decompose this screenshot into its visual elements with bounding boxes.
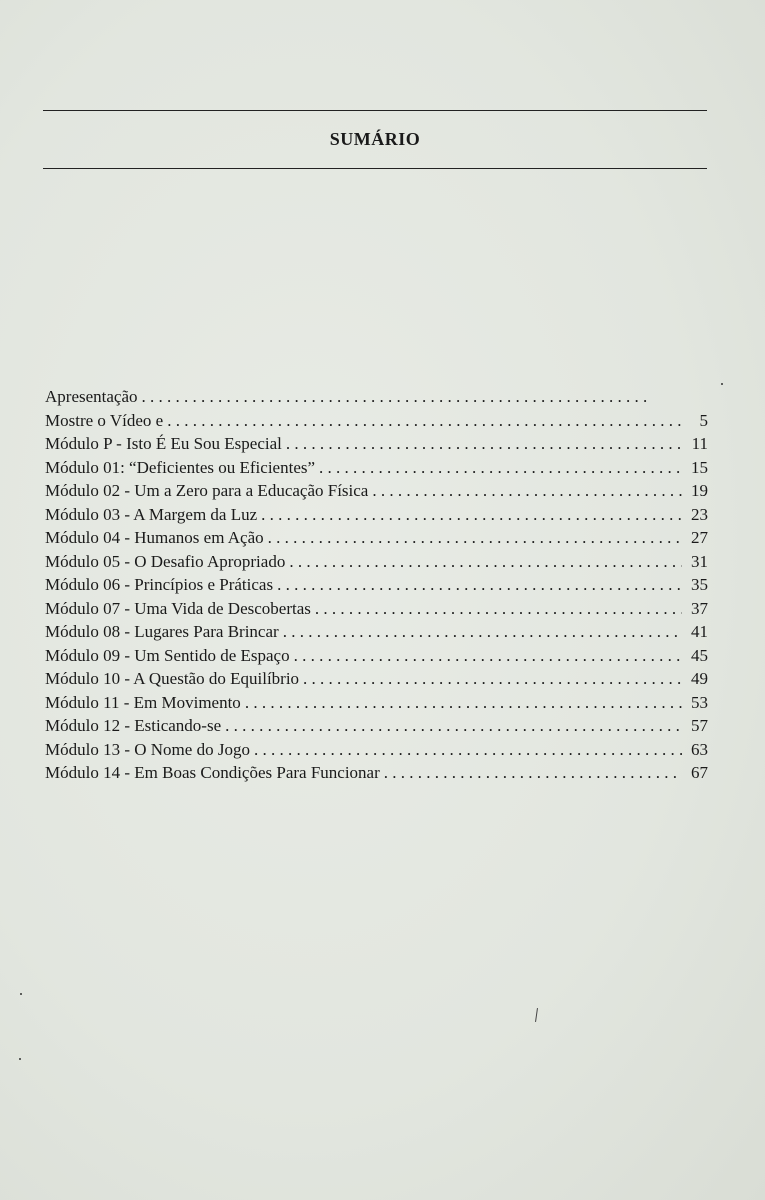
toc-entry-page: 67	[691, 763, 708, 782]
toc-dot-leader	[319, 456, 682, 480]
toc-entry-label: Módulo 03 - A Margem da Luz	[45, 504, 258, 524]
toc-dot-leader	[283, 620, 682, 644]
toc-entry	[45, 479, 708, 503]
toc-entry-label: Módulo 07 - Uma Vida de Descobertas	[45, 598, 311, 618]
toc-dot-leader	[261, 503, 682, 527]
toc-entry-page: 31	[691, 551, 708, 571]
toc-entry-page: 19	[691, 481, 708, 500]
toc-entry-page: 63	[691, 739, 708, 759]
toc-entry-label: Módulo 04 - Humanos em Ação	[45, 528, 264, 547]
toc-entry	[45, 738, 708, 762]
toc-dot-leader	[277, 573, 682, 597]
toc-entry-page: 45	[691, 645, 708, 665]
toc-entry	[45, 691, 708, 715]
toc-entry-page: 53	[691, 692, 708, 712]
toc-dot-leader	[254, 738, 682, 762]
page-title: SUMÁRIO	[329, 129, 421, 149]
toc-dot-leader	[372, 479, 682, 503]
toc-entry	[45, 573, 708, 597]
toc-entry	[45, 526, 708, 550]
toc-entry	[45, 432, 708, 456]
toc-entry	[45, 550, 708, 574]
toc-dot-leader	[286, 432, 682, 456]
toc-entry	[45, 456, 708, 480]
toc-entry-page: 15	[691, 457, 708, 477]
toc-entry	[45, 503, 708, 527]
paper-mark	[535, 1008, 538, 1022]
toc-entry-page: 57	[691, 716, 708, 735]
toc-entry-label: Módulo 06 - Princípios e Práticas	[45, 575, 274, 594]
toc-entry-label: Módulo 12 - Esticando-se	[45, 716, 222, 735]
toc-entry-label: Módulo 09 - Um Sentido de Espaço	[45, 645, 290, 665]
toc-entry-label: Módulo 14 - Em Boas Condições Para Funcionar	[45, 763, 380, 782]
toc-dot-leader	[294, 644, 682, 668]
toc-entry	[45, 714, 708, 738]
toc-dot-leader	[142, 385, 650, 409]
toc-entry-page: 23	[691, 504, 708, 524]
toc-entry	[45, 409, 708, 433]
toc-entry	[45, 620, 708, 644]
toc-dot-leader	[245, 691, 682, 715]
toc-entry-label: Módulo 10 - A Questão do Equilíbrio	[45, 669, 300, 688]
toc-entry-page: 27	[691, 528, 708, 547]
toc-entry	[45, 644, 708, 668]
toc-entry-label: Módulo P - Isto É Eu Sou Especial	[45, 434, 282, 453]
paper-speck	[19, 1058, 21, 1060]
top-rule	[43, 110, 707, 111]
bottom-rule	[43, 168, 707, 169]
toc-entry-page: 35	[691, 575, 708, 594]
paper-speck	[721, 383, 723, 385]
toc-dot-leader	[225, 714, 682, 738]
toc-entry-label: Módulo 05 - O Desafio Apropriado	[45, 551, 286, 571]
toc-dot-leader	[315, 597, 682, 621]
table-of-contents	[45, 385, 708, 785]
toc-entry	[45, 667, 708, 691]
toc-entry-label: Apresentação	[45, 387, 138, 406]
toc-dot-leader	[384, 761, 682, 785]
toc-entry-page: 5	[699, 410, 708, 430]
toc-entry-page: 11	[691, 434, 708, 453]
toc-dot-leader	[303, 667, 682, 691]
toc-entry	[45, 385, 708, 409]
toc-entry-page: 49	[691, 669, 708, 688]
toc-entry-page: 41	[691, 622, 708, 641]
toc-entry-label: Módulo 13 - O Nome do Jogo	[45, 739, 250, 759]
paper-speck	[20, 993, 22, 995]
toc-dot-leader	[289, 550, 682, 574]
toc-entry-label: Mostre o Vídeo e	[45, 410, 164, 430]
toc-entry-label: Módulo 01: “Deficientes ou Eficientes”	[45, 457, 316, 477]
toc-entry-label: Módulo 08 - Lugares Para Brincar	[45, 622, 279, 641]
toc-entry-page: 37	[691, 598, 708, 618]
toc-dot-leader	[268, 526, 682, 550]
toc-entry	[45, 597, 708, 621]
toc-entry-label: Módulo 11 - Em Movimento	[45, 692, 241, 712]
toc-entry	[45, 761, 708, 785]
toc-entry-label: Módulo 02 - Um a Zero para a Educação Física	[45, 481, 369, 500]
toc-dot-leader	[167, 409, 682, 433]
